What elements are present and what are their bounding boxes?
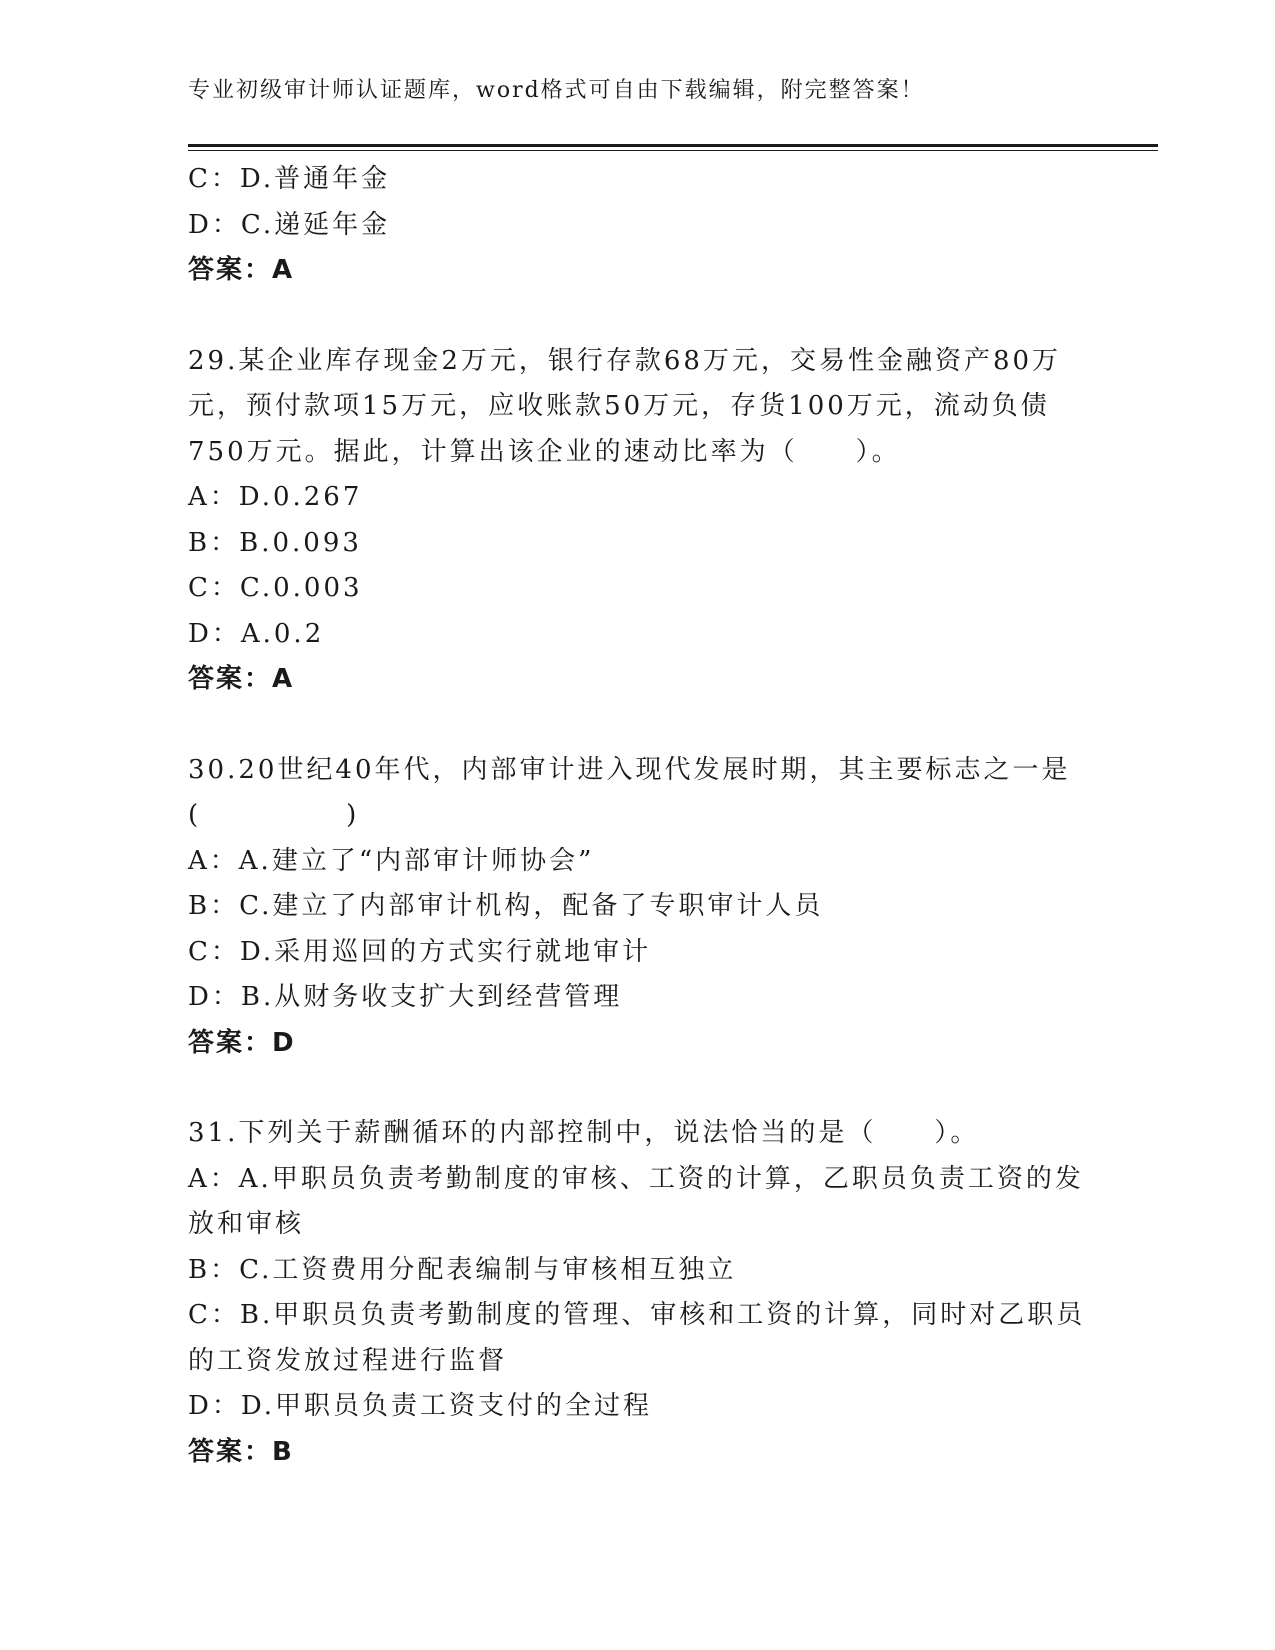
option-line: C：D.采用巡回的方式实行就地审计 xyxy=(188,936,652,967)
question-stem: 元，预付款项15万元，应收账款50万元，存货100万元，流动负债 xyxy=(188,391,1050,421)
answer-line: 答案：A xyxy=(188,664,295,694)
option-line: D：C.递延年金 xyxy=(188,209,391,240)
option-line: A：D.0.267 xyxy=(188,482,363,512)
option-line: D：B.从财务收支扩大到经营管理 xyxy=(188,982,623,1012)
question-stem: 750万元。据此，计算出该企业的速动比率为（ ）。 xyxy=(188,436,901,467)
option-line: D：A.0.2 xyxy=(188,618,325,649)
spacer xyxy=(188,1066,1088,1111)
question-stem: 31.下列关于薪酬循环的内部控制中，说法恰当的是（ ）。 xyxy=(188,1118,980,1148)
option-line: 放和审核 xyxy=(188,1209,305,1239)
question-stem: 29.某企业库存现金2万元，银行存款68万元，交易性金融资产80万 xyxy=(188,345,1062,376)
option-line: B：C.建立了内部审计机构，配备了专职审计人员 xyxy=(188,891,824,921)
question-stem: ( ) xyxy=(188,800,360,830)
option-line: D：D.甲职员负责工资支付的全过程 xyxy=(188,1391,653,1421)
spacer xyxy=(188,294,1088,339)
option-line: A：A.甲职员负责考勤制度的审核、工资的计算，乙职员负责工资的发 xyxy=(188,1163,1084,1194)
spacer xyxy=(188,703,1088,748)
option-line: B：C.工资费用分配表编制与审核相互独立 xyxy=(188,1254,737,1285)
option-line: C：B.甲职员负责考勤制度的管理、审核和工资的计算，同时对乙职员 xyxy=(188,1300,1086,1330)
option-line: A：A.建立了“内部审计师协会” xyxy=(188,845,595,876)
header-rule-thin xyxy=(188,150,1158,151)
option-line: B：B.0.093 xyxy=(188,527,362,558)
option-line: C：D.普通年金 xyxy=(188,164,391,194)
question-stem: 30.20世纪40年代，内部审计进入现代发展时期，其主要标志之一是 xyxy=(188,754,1071,785)
answer-line: 答案：B xyxy=(188,1436,294,1467)
option-line: 的工资发放过程进行监督 xyxy=(188,1345,508,1376)
question-content xyxy=(188,157,1088,1475)
page-header: 专业初级审计师认证题库，word格式可自由下载编辑，附完整答案！ xyxy=(188,78,925,103)
answer-line: 答案：A xyxy=(188,255,295,285)
option-line: C：C.0.003 xyxy=(188,573,363,603)
header-rule-thick xyxy=(188,144,1158,147)
answer-line: 答案：D xyxy=(188,1027,296,1058)
